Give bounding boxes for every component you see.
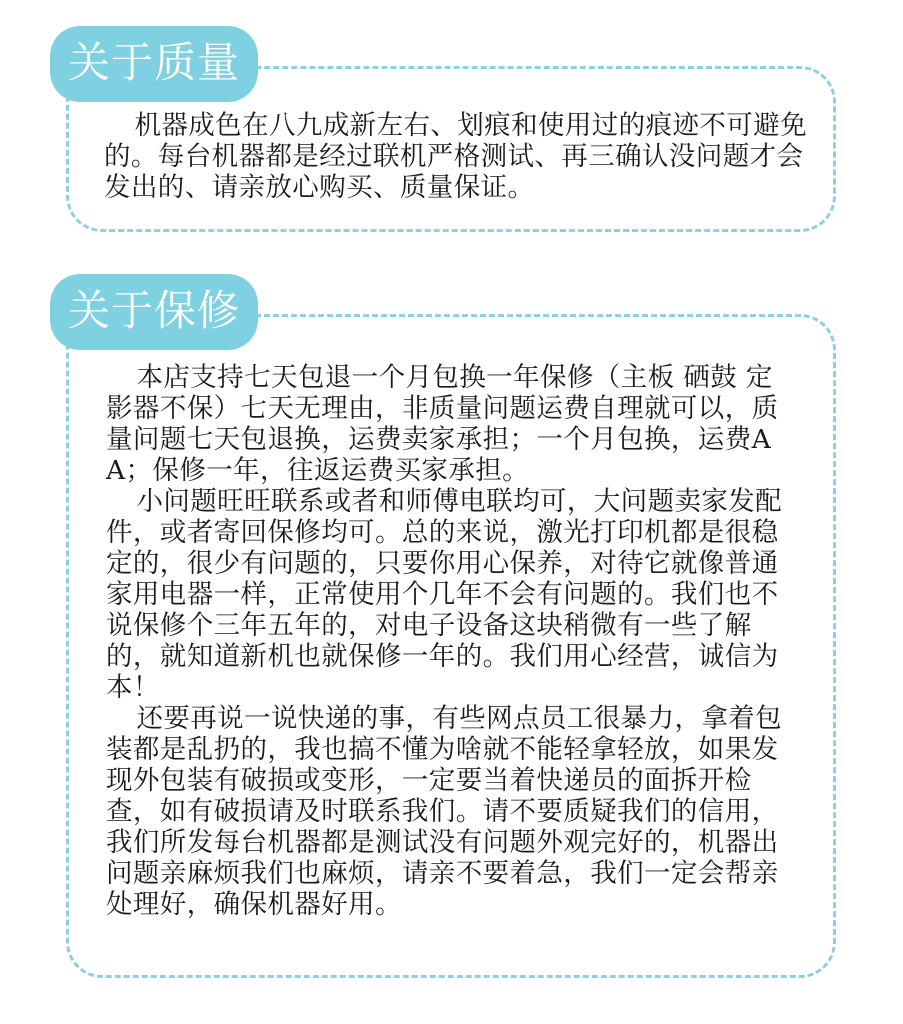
warranty-paragraph-1: 本店支持七天包退一个月包换一年保修（主板 硒鼓 定影器不保）七天无理由，非质量问题运费自理就可以，质量问题七天包退换，运费卖家承担；一个月包换，运费AA；保修一年，往返运费买家承担。 <box>106 362 779 486</box>
warranty-paragraph-3: 还要再说一说快递的事，有些网点员工很暴力，拿着包装都是乱扔的，我也搞不懂为啥就不能轻拿轻放，如果发现外包装有破损或变形，一定要当着快递员的面拆开检查，如有破损请及时联系我们。请不要质疑我们的信用，我们所发每台机器都是测试没有问题外观完好的，机器出问题亲麻烦我们也麻烦，请亲不要着急，我们一定会帮亲处理好，确保机器好用。 <box>106 703 783 920</box>
quality-body <box>104 110 816 203</box>
warranty-title: 关于保修 <box>50 274 258 350</box>
warranty-body <box>106 362 798 920</box>
quality-title: 关于质量 <box>50 26 258 102</box>
warranty-paragraph-2: 小问题旺旺联系或者和师傅电联均可，大问题卖家发配件，或者寄回保修均可。总的来说，激光打印机都是很稳定的，很少有问题的，只要你用心保养，对待它就像普通家用电器一样，正常使用个几年不会有问题的。我们也不说保修个三年五年的，对电子设备这块稍微有一些了解的，就知道新机也就保修一年的。我们用心经营，诚信为本！ <box>106 486 783 703</box>
quality-paragraph-1: 机器成色在八九成新左右、划痕和使用过的痕迹不可避免的。每台机器都是经过联机严格测试、再三确认没问题才会发出的、请亲放心购买、质量保证。 <box>104 110 807 203</box>
